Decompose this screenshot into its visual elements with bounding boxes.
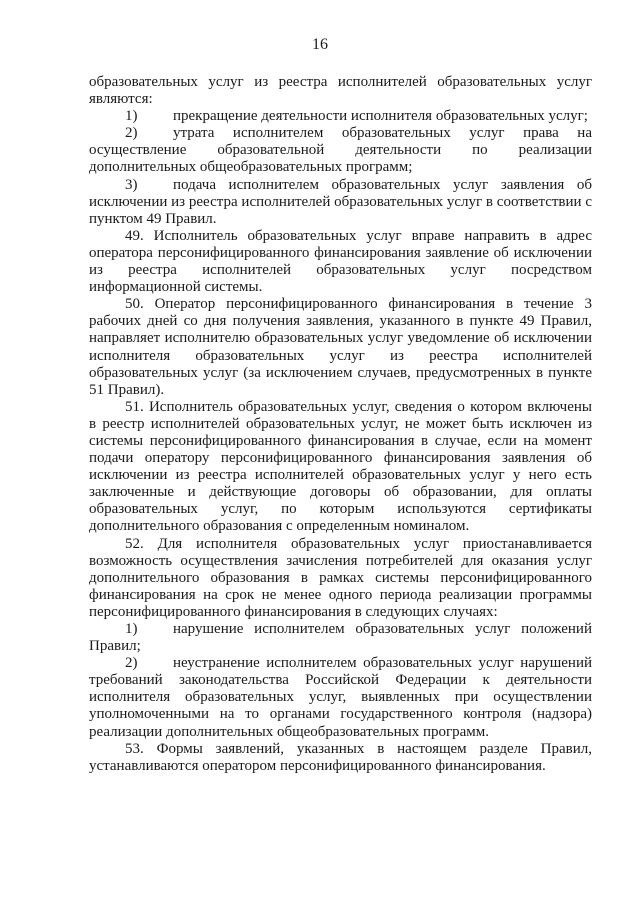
paragraph-52: 52. Для исполнителя образовательных услуг приостанавливается возможность осуществления зачисления потребителей для оказания услуг дополнительного образования в рамках системы персонифицированного финансирования на срок не менее одного периода реализации программы персонифицированного финансирования в следующих случаях:	[89, 535, 592, 620]
list-item-text: утрата исполнителем образовательных услуг права на осуществление образовательной деятельности по реализации дополнительных общеобразовательных программ;	[89, 125, 592, 176]
list-item-text: нарушение исполнителем образовательных услуг положений Правил;	[89, 621, 592, 655]
document-body	[89, 74, 592, 775]
list-item	[89, 655, 592, 740]
paragraph-53: 53. Формы заявлений, указанных в настоящем разделе Правил, устанавливаются оператором персонифицированного финансирования.	[89, 740, 592, 774]
list-item-number: 2)	[125, 125, 138, 142]
list-item-number: 1)	[125, 621, 138, 637]
list-item-number: 1)	[125, 108, 138, 125]
list-item-text: подача исполнителем образовательных услуг заявления об исключении из реестра исполнителей образовательных услуг в соответствии с пунктом 49 Правил.	[89, 176, 592, 227]
list-item-text: неустранение исполнителем образовательных услуг нарушений требований законодательства Российской Федерации к деятельности исполнителя образовательных услуг, выявленных при осуществлении уполномоченными на то органами государственного контроля (надзора) реализации дополнительных общеобразовательных программ.	[89, 655, 592, 740]
paragraph-49: 49. Исполнитель образовательных услуг вправе направить в адрес оператора персонифицированного финансирования заявление об исключении из реестра исполнителей образовательных услуг посредством информационной системы.	[89, 227, 592, 296]
paragraph-51: 51. Исполнитель образовательных услуг, сведения о котором включены в реестр исполнителей образовательных услуг, не может быть исключен из системы персонифицированного финансирования в случае, если на момент подачи оператору персонифицированного финансирования заявления об исключении из реестра исполнителей образовательных услуг у него есть заключенные и действующие договоры об образовании, для оплаты образовательных услуг, по которым используются сертификаты дополнительного образования с определенным номиналом.	[89, 398, 592, 535]
page-number: 16	[312, 36, 328, 53]
list-item	[89, 621, 592, 655]
list-item-number: 2)	[125, 655, 138, 672]
list-item-text: прекращение деятельности исполнителя образовательных услуг;	[173, 108, 588, 125]
list-item	[89, 177, 592, 228]
paragraph-50: 50. Оператор персонифицированного финансирования в течение 3 рабочих дней со дня получения заявления, указанного в пункте 49 Правил, направляет исполнителю образовательных услуг уведомление об исключении исполнителя образовательных услуг из реестра исполнителей образовательных услуг (за исключением случаев, предусмотренных в пункте 51 Правил).	[89, 296, 592, 398]
list-item	[89, 108, 592, 125]
list-item	[89, 125, 592, 176]
list-item-number: 3)	[125, 176, 138, 193]
paragraph-continuation: образовательных услуг из реестра исполнителей образовательных услуг являются:	[89, 74, 592, 108]
